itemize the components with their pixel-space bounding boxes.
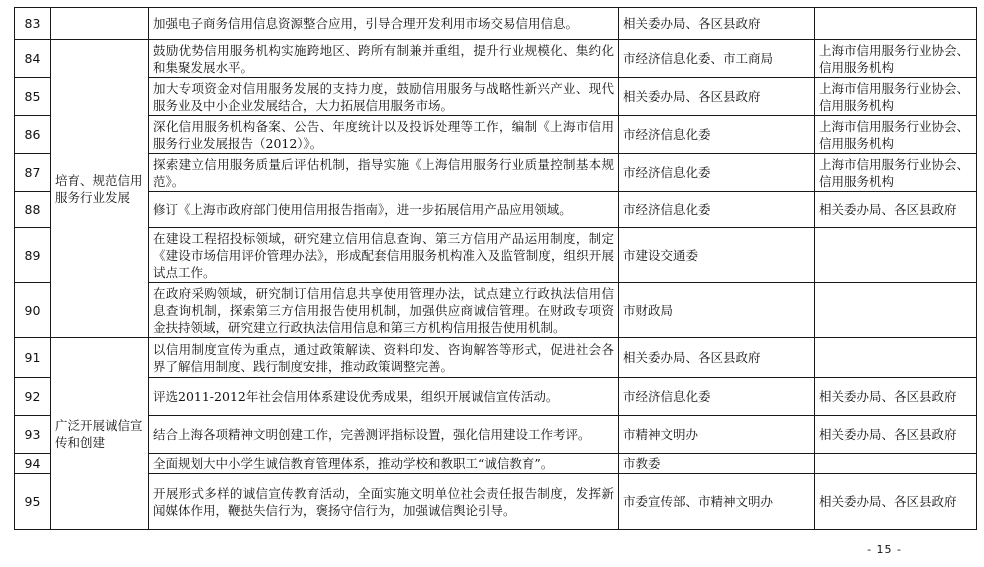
- task-content: 全面规划大中小学生诚信教育管理体系，推动学校和教职工“诚信教育”。: [149, 454, 619, 474]
- task-content: 探索建立信用服务质量后评估机制，指导实施《上海信用服务行业质量控制基本规范》。: [149, 154, 619, 192]
- lead-department: 市建设交通委: [619, 228, 815, 283]
- category-cell: 广泛开展诚信宣传和创建: [51, 338, 149, 530]
- row-number: 86: [15, 116, 51, 154]
- page-number: - 15 -: [867, 543, 902, 556]
- row-number: 84: [15, 40, 51, 78]
- cooperating-department: 上海市信用服务行业协会、信用服务机构: [815, 154, 977, 192]
- cooperating-department: [815, 454, 977, 474]
- task-content: 开展形式多样的诚信宣传教育活动，全面实施文明单位社会责任报告制度，发挥新闻媒体作用，鞭挞失信行为，褒扬守信行为，加强诚信舆论引导。: [149, 474, 619, 530]
- cooperating-department: 相关委办局、各区县政府: [815, 378, 977, 416]
- lead-department: 市经济信息化委: [619, 116, 815, 154]
- row-number: 83: [15, 8, 51, 40]
- row-number: 94: [15, 454, 51, 474]
- cooperating-department: 相关委办局、各区县政府: [815, 474, 977, 530]
- task-content: 鼓励优势信用服务机构实施跨地区、跨所有制兼并重组，提升行业规模化、集约化和集聚发展水平。: [149, 40, 619, 78]
- table-row: [15, 8, 977, 40]
- cooperating-department: 相关委办局、各区县政府: [815, 416, 977, 454]
- table-row: [15, 78, 977, 116]
- task-content: 以信用制度宣传为重点，通过政策解读、资料印发、咨询解答等形式，促进社会各界了解信用制度、践行制度安排，推动政策调整完善。: [149, 338, 619, 378]
- category-cell-empty: [51, 8, 149, 40]
- task-content: 加大专项资金对信用服务发展的支持力度，鼓励信用服务与战略性新兴产业、现代服务业及中小企业发展结合，大力拓展信用服务市场。: [149, 78, 619, 116]
- table-row: [15, 283, 977, 338]
- row-number: 85: [15, 78, 51, 116]
- lead-department: 市教委: [619, 454, 815, 474]
- cooperating-department: [815, 283, 977, 338]
- row-number: 88: [15, 192, 51, 228]
- cooperating-department: 上海市信用服务行业协会、信用服务机构: [815, 116, 977, 154]
- task-table: [14, 7, 977, 530]
- lead-department: 市精神文明办: [619, 416, 815, 454]
- lead-department: 相关委办局、各区县政府: [619, 8, 815, 40]
- table-row: [15, 474, 977, 530]
- table-row: [15, 40, 977, 78]
- table-row: [15, 378, 977, 416]
- task-content: 修订《上海市政府部门使用信用报告指南》，进一步拓展信用产品应用领域。: [149, 192, 619, 228]
- row-number: 93: [15, 416, 51, 454]
- table-row: [15, 228, 977, 283]
- row-number: 89: [15, 228, 51, 283]
- row-number: 87: [15, 154, 51, 192]
- cooperating-department: 上海市信用服务行业协会、信用服务机构: [815, 40, 977, 78]
- task-content: 在建设工程招投标领域，研究建立信用信息查询、第三方信用产品运用制度，制定《建设市场信用评价管理办法》，形成配套信用服务机构准入及监管制度，组织开展试点工作。: [149, 228, 619, 283]
- cooperating-department: [815, 338, 977, 378]
- cooperating-department: 上海市信用服务行业协会、信用服务机构: [815, 78, 977, 116]
- table-row: [15, 338, 977, 378]
- lead-department: 市经济信息化委: [619, 192, 815, 228]
- lead-department: 市经济信息化委: [619, 154, 815, 192]
- category-cell: 培育、规范信用服务行业发展: [51, 40, 149, 338]
- lead-department: 市财政局: [619, 283, 815, 338]
- task-content: 评选2011-2012年社会信用体系建设优秀成果，组织开展诚信宣传活动。: [149, 378, 619, 416]
- cooperating-department: [815, 228, 977, 283]
- task-content: 在政府采购领域，研究制订信用信息共享使用管理办法，试点建立行政执法信用信息查询机制，探索第三方信用报告使用机制，加强供应商诚信管理。在财政专项资金扶持领域，研究建立行政执法信用信息和第三方机构信用报告使用机制。: [149, 283, 619, 338]
- table-row: [15, 416, 977, 454]
- lead-department: 相关委办局、各区县政府: [619, 78, 815, 116]
- lead-department: 相关委办局、各区县政府: [619, 338, 815, 378]
- lead-department: 市经济信息化委、市工商局: [619, 40, 815, 78]
- table-row: [15, 192, 977, 228]
- task-content: 结合上海各项精神文明创建工作，完善测评指标设置，强化信用建设工作考评。: [149, 416, 619, 454]
- task-content: 加强电子商务信用信息资源整合应用，引导合理开发利用市场交易信用信息。: [149, 8, 619, 40]
- task-content: 深化信用服务机构备案、公告、年度统计以及投诉处理等工作，编制《上海市信用服务行业发展报告（2012）》。: [149, 116, 619, 154]
- cooperating-department: 相关委办局、各区县政府: [815, 192, 977, 228]
- row-number: 91: [15, 338, 51, 378]
- row-number: 90: [15, 283, 51, 338]
- table-row: [15, 454, 977, 474]
- lead-department: 市委宣传部、市精神文明办: [619, 474, 815, 530]
- lead-department: 市经济信息化委: [619, 378, 815, 416]
- row-number: 92: [15, 378, 51, 416]
- table-row: [15, 154, 977, 192]
- cooperating-department: [815, 8, 977, 40]
- table-row: [15, 116, 977, 154]
- row-number: 95: [15, 474, 51, 530]
